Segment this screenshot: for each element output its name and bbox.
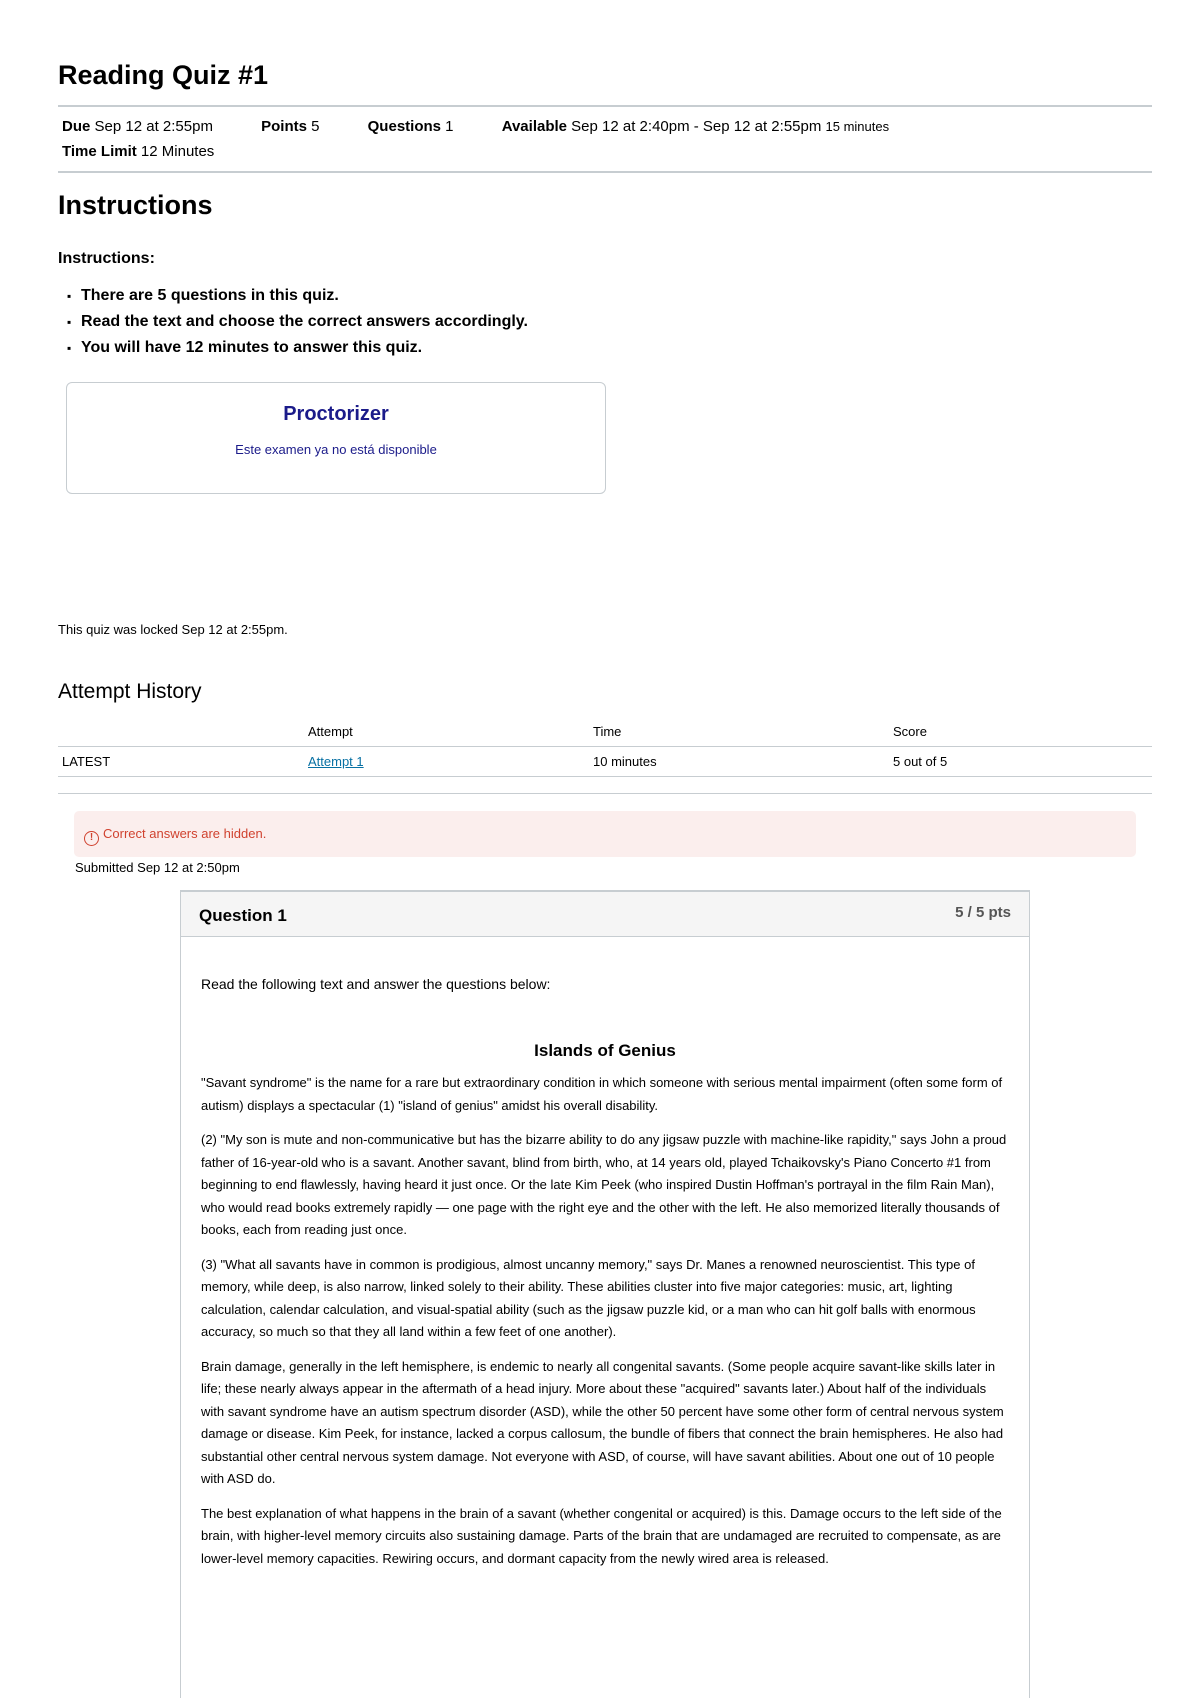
column-header: Time xyxy=(593,718,893,746)
points-label: Points xyxy=(261,118,307,135)
attempt-cell xyxy=(308,746,593,776)
answers-hidden-banner xyxy=(74,811,1136,857)
questions-value: 1 xyxy=(445,118,454,135)
instruction-item: ▪ You will have 12 minutes to answer this quiz. xyxy=(67,335,528,361)
due-label: Due xyxy=(62,118,91,135)
column-header xyxy=(58,718,308,746)
passage-paragraph: (3) "What all savants have in common is prodigious, almost uncanny memory," says Dr. Manes a renowned neuroscientist. This type of memory, while deep, is also narrow, linked solely to their ability. These abilities cluster into five major categories: music, art, lighting calculation, calendar calculation, and visual-spatial ability (such as the jigsaw puzzle kid, or a man who can hit golf balls with enormous accuracy, so much so that they all land within a few feet of one another). xyxy=(201,1256,976,1339)
available-value: Sep 12 at 2:40pm - Sep 12 at 2:55pm xyxy=(571,118,822,135)
proctorizer-message: Este examen ya no está disponible xyxy=(235,442,437,457)
question-intro: Read the following text and answer the questions below: xyxy=(201,976,551,992)
page-title: Reading Quiz #1 xyxy=(58,60,269,90)
column-header: Score xyxy=(893,718,1152,746)
divider xyxy=(58,793,1152,794)
time-limit-row xyxy=(62,143,214,160)
due-value: Sep 12 at 2:55pm xyxy=(94,118,213,135)
table-row xyxy=(58,746,1152,776)
question-title: Question 1 xyxy=(199,906,287,925)
quiz-meta-row xyxy=(62,118,889,135)
attempt-history-heading: Attempt History xyxy=(58,680,202,703)
question-points: 5 / 5 pts xyxy=(955,904,1011,921)
passage-title: Islands of Genius xyxy=(534,1040,676,1060)
proctorizer-title: Proctorizer xyxy=(283,403,389,425)
divider xyxy=(58,171,1152,173)
instruction-item: ▪ Read the text and choose the correct answers accordingly. xyxy=(67,309,528,335)
alert-icon: ! xyxy=(84,831,99,846)
divider xyxy=(58,105,1152,107)
questions-info xyxy=(368,118,454,135)
instructions-list xyxy=(67,283,528,361)
instructions-label: Instructions: xyxy=(58,250,155,267)
passage-paragraph: (2) "My son is mute and non-communicative but has the bizarre ability to do any jigsaw puzzle with machine-like rapidity," says John a proud father of 16-year-old who is a savant. Another savant, blind from birth, who, at 14 years old, played Tchaikovsky's Piano Concerto #1 from beginning to end flawlessly, having heard it just once. Or the late Kim Peek (who inspired Dustin Hoffman's portrayal in the film Rain Man), who would read books extremely rapidly — one page with the right eye and the other with the left. He also memorized literally thousands of books, each from reading just once. xyxy=(201,1132,1007,1237)
attempt-time: 10 minutes xyxy=(593,746,893,776)
proctorizer-panel xyxy=(66,382,606,494)
question-body xyxy=(181,973,1029,1570)
attempt-history-table xyxy=(58,718,1152,777)
question-header xyxy=(181,891,1029,937)
points-value: 5 xyxy=(311,118,320,135)
banner-text: Correct answers are hidden. xyxy=(103,826,267,841)
points-info xyxy=(261,118,319,135)
attempt-label: LATEST xyxy=(58,746,308,776)
attempt-link[interactable]: Attempt 1 xyxy=(308,753,364,769)
available-info xyxy=(502,118,889,135)
table-header-row xyxy=(58,718,1152,746)
passage-paragraph: The best explanation of what happens in the brain of a savant (whether congenital or acquired) is this. Damage occurs to the left side of the brain, with higher-level memory circuits also sustaining damage. Parts of the brain that are undamaged are recruited to compensate, as are lower-level memory capacities. Rewiring occurs, and dormant capacity from the newly wired area is released. xyxy=(201,1505,1002,1566)
column-header: Attempt xyxy=(308,718,593,746)
question-card xyxy=(180,890,1030,1698)
passage-paragraph: Brain damage, generally in the left hemisphere, is endemic to nearly all congenital savants. (Some people acquire savant-like skills later in life; these nearly always appear in the aftermath of a head injury. More about these "acquired" savants later.) About half of the individuals with savant syndrome have an autism spectrum disorder (ASD), while the other 50 percent have some other form of central nervous system damage or disease. Kim Peek, for instance, lacked a corpus callosum, the bundle of fibers that connect the brain hemispheres. He also had substantial other central nervous system damage. Not everyone with ASD, of course, will have savant abilities. About one out of 10 people with ASD do. xyxy=(201,1358,1004,1486)
questions-label: Questions xyxy=(367,118,441,135)
time-limit-value: 12 Minutes xyxy=(140,143,215,160)
attempt-score: 5 out of 5 xyxy=(893,746,1152,776)
available-label: Available xyxy=(501,118,567,135)
time-limit-label: Time Limit xyxy=(62,143,137,160)
available-duration: 15 minutes xyxy=(825,119,890,134)
passage-paragraph: "Savant syndrome" is the name for a rare but extraordinary condition in which someone with serious mental impairment (often some form of autism) displays a spectacular (1) "island of genius" amidst his overall disability. xyxy=(201,1075,1003,1113)
instructions-heading: Instructions xyxy=(58,190,213,220)
instruction-item: ▪ There are 5 questions in this quiz. xyxy=(67,283,528,309)
submitted-note: Submitted Sep 12 at 2:50pm xyxy=(75,860,240,875)
locked-note: This quiz was locked Sep 12 at 2:55pm. xyxy=(58,622,288,637)
due-info xyxy=(62,118,213,135)
